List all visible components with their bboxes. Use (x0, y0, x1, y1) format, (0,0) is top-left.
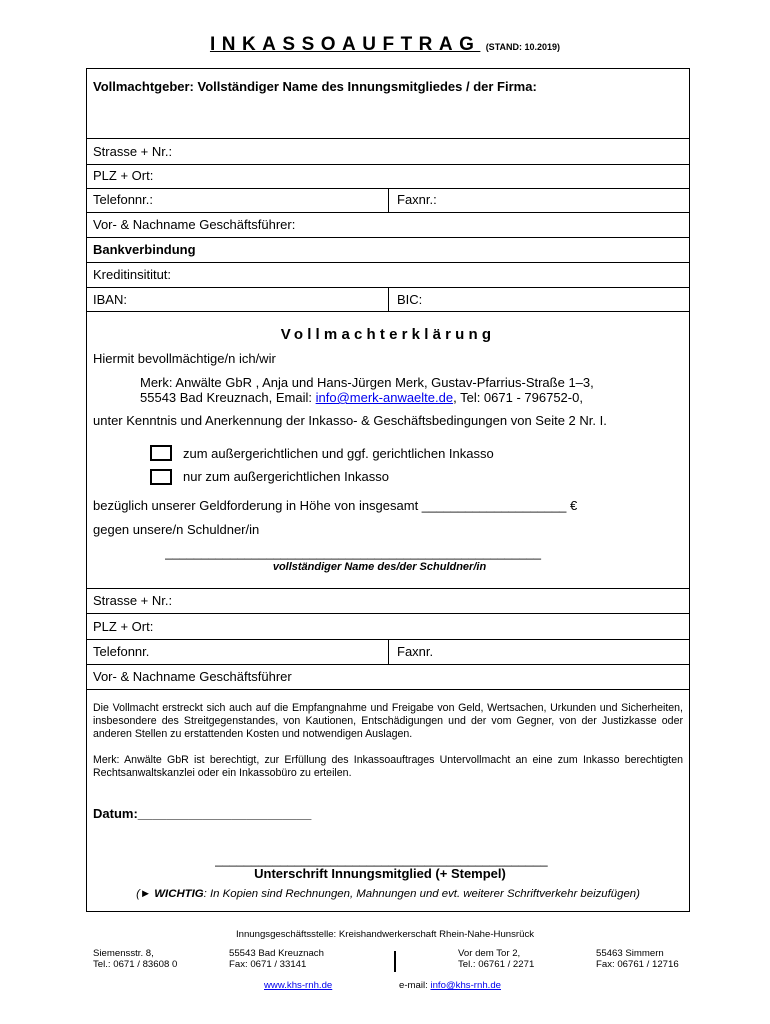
firm-phone: , Tel: 0671 - 796752-0, (453, 390, 583, 405)
schuldner-name-line[interactable]: ____________________________________________________ (165, 545, 541, 560)
vollmachtgeber-label: Vollmachtgeber: Vollständiger Name des Innungsmitgliedes / der Firma: (93, 79, 537, 94)
signature-line[interactable]: ______________________________________________ (215, 852, 548, 867)
option-2-label: nur zum außergerichtlichen Inkasso (183, 469, 389, 484)
option-1-label: zum außergerichtlichen und ggf. gerichtlichen Inkasso (183, 446, 494, 461)
client-fax-label: Faxnr.: (397, 192, 437, 207)
page-title (0, 34, 770, 56)
footer-city-1: 55543 Bad Kreuznach (229, 948, 324, 959)
kreditinstitut-field[interactable] (87, 263, 689, 288)
footer-col-2 (229, 948, 324, 970)
declaration-section (87, 312, 689, 589)
footer-col-1 (93, 948, 177, 970)
client-phone-fax-row (87, 189, 689, 213)
client-fax-field[interactable] (388, 189, 437, 212)
debtor-fax-field[interactable] (388, 640, 433, 664)
debtor-telefon-label[interactable]: Telefonnr. (93, 644, 150, 659)
debtor-strasse-label: Strasse + Nr.: (93, 593, 173, 608)
terms-section (87, 690, 689, 911)
client-plz-label: PLZ + Ort: (93, 168, 154, 183)
kreditinstitut-label: Kreditinsititut: (93, 267, 172, 282)
bank-heading-label: Bankverbindung (93, 242, 196, 257)
firm-email-link[interactable]: info@merk-anwaelte.de (315, 390, 454, 405)
footer-email-label: e-mail: (399, 980, 431, 991)
footer-divider (394, 951, 396, 972)
debtor-gf-field[interactable] (87, 665, 689, 690)
wichtig-text: : In Kopien sind Rechnungen, Mahnungen und evt. weiterer Schriftverkehr beizufügen) (203, 888, 640, 900)
footer-city-2: 55463 Simmern (596, 948, 664, 959)
debtor-plz-field[interactable] (87, 614, 689, 640)
footer-email-link[interactable]: info@khs-rnh.de (430, 980, 501, 991)
debtor-strasse-field[interactable] (87, 589, 689, 614)
client-strasse-label: Strasse + Nr.: (93, 144, 173, 159)
debtor-fax-label: Faxnr. (397, 644, 434, 659)
footer-web-link[interactable] (264, 980, 332, 991)
wichtig-open: ( (136, 888, 140, 900)
footer-tel-1: Tel.: 0671 / 83608 0 (93, 959, 178, 970)
debtor-phone-fax-row (87, 640, 689, 665)
footer-col-4 (596, 948, 679, 970)
footer-title: Innungsgeschäftsstelle: Kreishandwerkerschaft Rhein-Nahe-Hunsrück (235, 929, 535, 940)
footer-web[interactable]: www.khs-rnh.de (264, 980, 333, 991)
kenntnis-text: unter Kenntnis und Anerkennung der Inkasso- & Geschäftsbedingungen von Seite 2 Nr. I. (93, 413, 607, 428)
client-telefon-label[interactable]: Telefonnr.: (93, 192, 153, 207)
option-1-checkbox[interactable] (150, 445, 172, 464)
iban-label[interactable]: IBAN: (93, 292, 127, 307)
bic-label: BIC: (397, 292, 423, 307)
bic-field[interactable] (388, 288, 422, 311)
footer-tel-2: Tel.: 06761 / 2271 (458, 959, 535, 970)
option-2-checkbox[interactable] (150, 469, 172, 488)
footer-email (399, 980, 501, 991)
footer-street-2: Vor dem Tor 2, (458, 948, 521, 959)
firm-address: 55543 Bad Kreuznach, Email: (140, 390, 316, 405)
footer-street-1: Siemensstr. 8, (93, 948, 154, 959)
debtor-gf-label: Vor- & Nachname Geschäftsführer (93, 669, 292, 684)
stand-date: (STAND: 10.2019) (485, 42, 561, 52)
forderung-field[interactable]: bezüglich unserer Geldforderung in Höhe von insgesamt ____________________ € (93, 498, 578, 513)
iban-bic-row (87, 288, 689, 312)
schuldner-caption: vollständiger Name des/der Schuldner/in (272, 561, 487, 573)
declaration-intro: Hiermit bevollmächtige/n ich/wir (93, 351, 276, 366)
firm-line-2 (140, 390, 583, 405)
bank-heading (87, 238, 689, 263)
client-gf-field[interactable] (87, 213, 689, 238)
declaration-heading: Vollmachterklärung (280, 326, 496, 343)
client-plz-field[interactable] (87, 165, 689, 189)
vollmachtgeber-field[interactable] (87, 69, 689, 139)
terms-paragraph-1: Die Vollmacht erstreckt sich auch auf die Empfangnahme und Freigabe von Geld, Wertsachen, Urkunden und Sicherheiten, insbesondere des Streitgegenstandes, von Kautionen, Entschädigungen und der vom Gegner, von der Justizkasse oder anderen Stellen zu erstattenden Kosten und notwendigen Auslagen. (93, 702, 683, 741)
client-strasse-field[interactable] (87, 139, 689, 165)
signature-caption: Unterschrift Innungsmitglied (+ Stempel) (254, 866, 506, 881)
datum-field[interactable]: Datum:________________________ (93, 806, 312, 821)
footer-fax-2: Fax: 06761 / 12716 (596, 959, 679, 970)
footer-col-3 (458, 948, 534, 970)
wichtig-note (87, 888, 689, 900)
firm-line-1: Merk: Anwälte GbR , Anja und Hans-Jürgen Merk, Gustav-Pfarrius-Straße 1–3, (140, 375, 594, 390)
form-box (86, 68, 690, 912)
schuldner-intro: gegen unsere/n Schuldner/in (93, 522, 260, 537)
wichtig-label: ► WICHTIG (139, 888, 204, 900)
terms-paragraph-2: Merk: Anwälte GbR ist berechtigt, zur Erfüllung des Inkassoauftrages Untervollmacht an eine zum Inkasso berechtigten Rechtsanwaltskanzlei oder ein Inkassobüro zu erteilen. (93, 754, 683, 780)
footer-fax-1: Fax: 0671 / 33141 (229, 959, 307, 970)
title-text: INKASSOAUFTRAG (209, 34, 481, 55)
client-gf-label: Vor- & Nachname Geschäftsführer: (93, 217, 296, 232)
debtor-plz-label: PLZ + Ort: (93, 619, 154, 634)
